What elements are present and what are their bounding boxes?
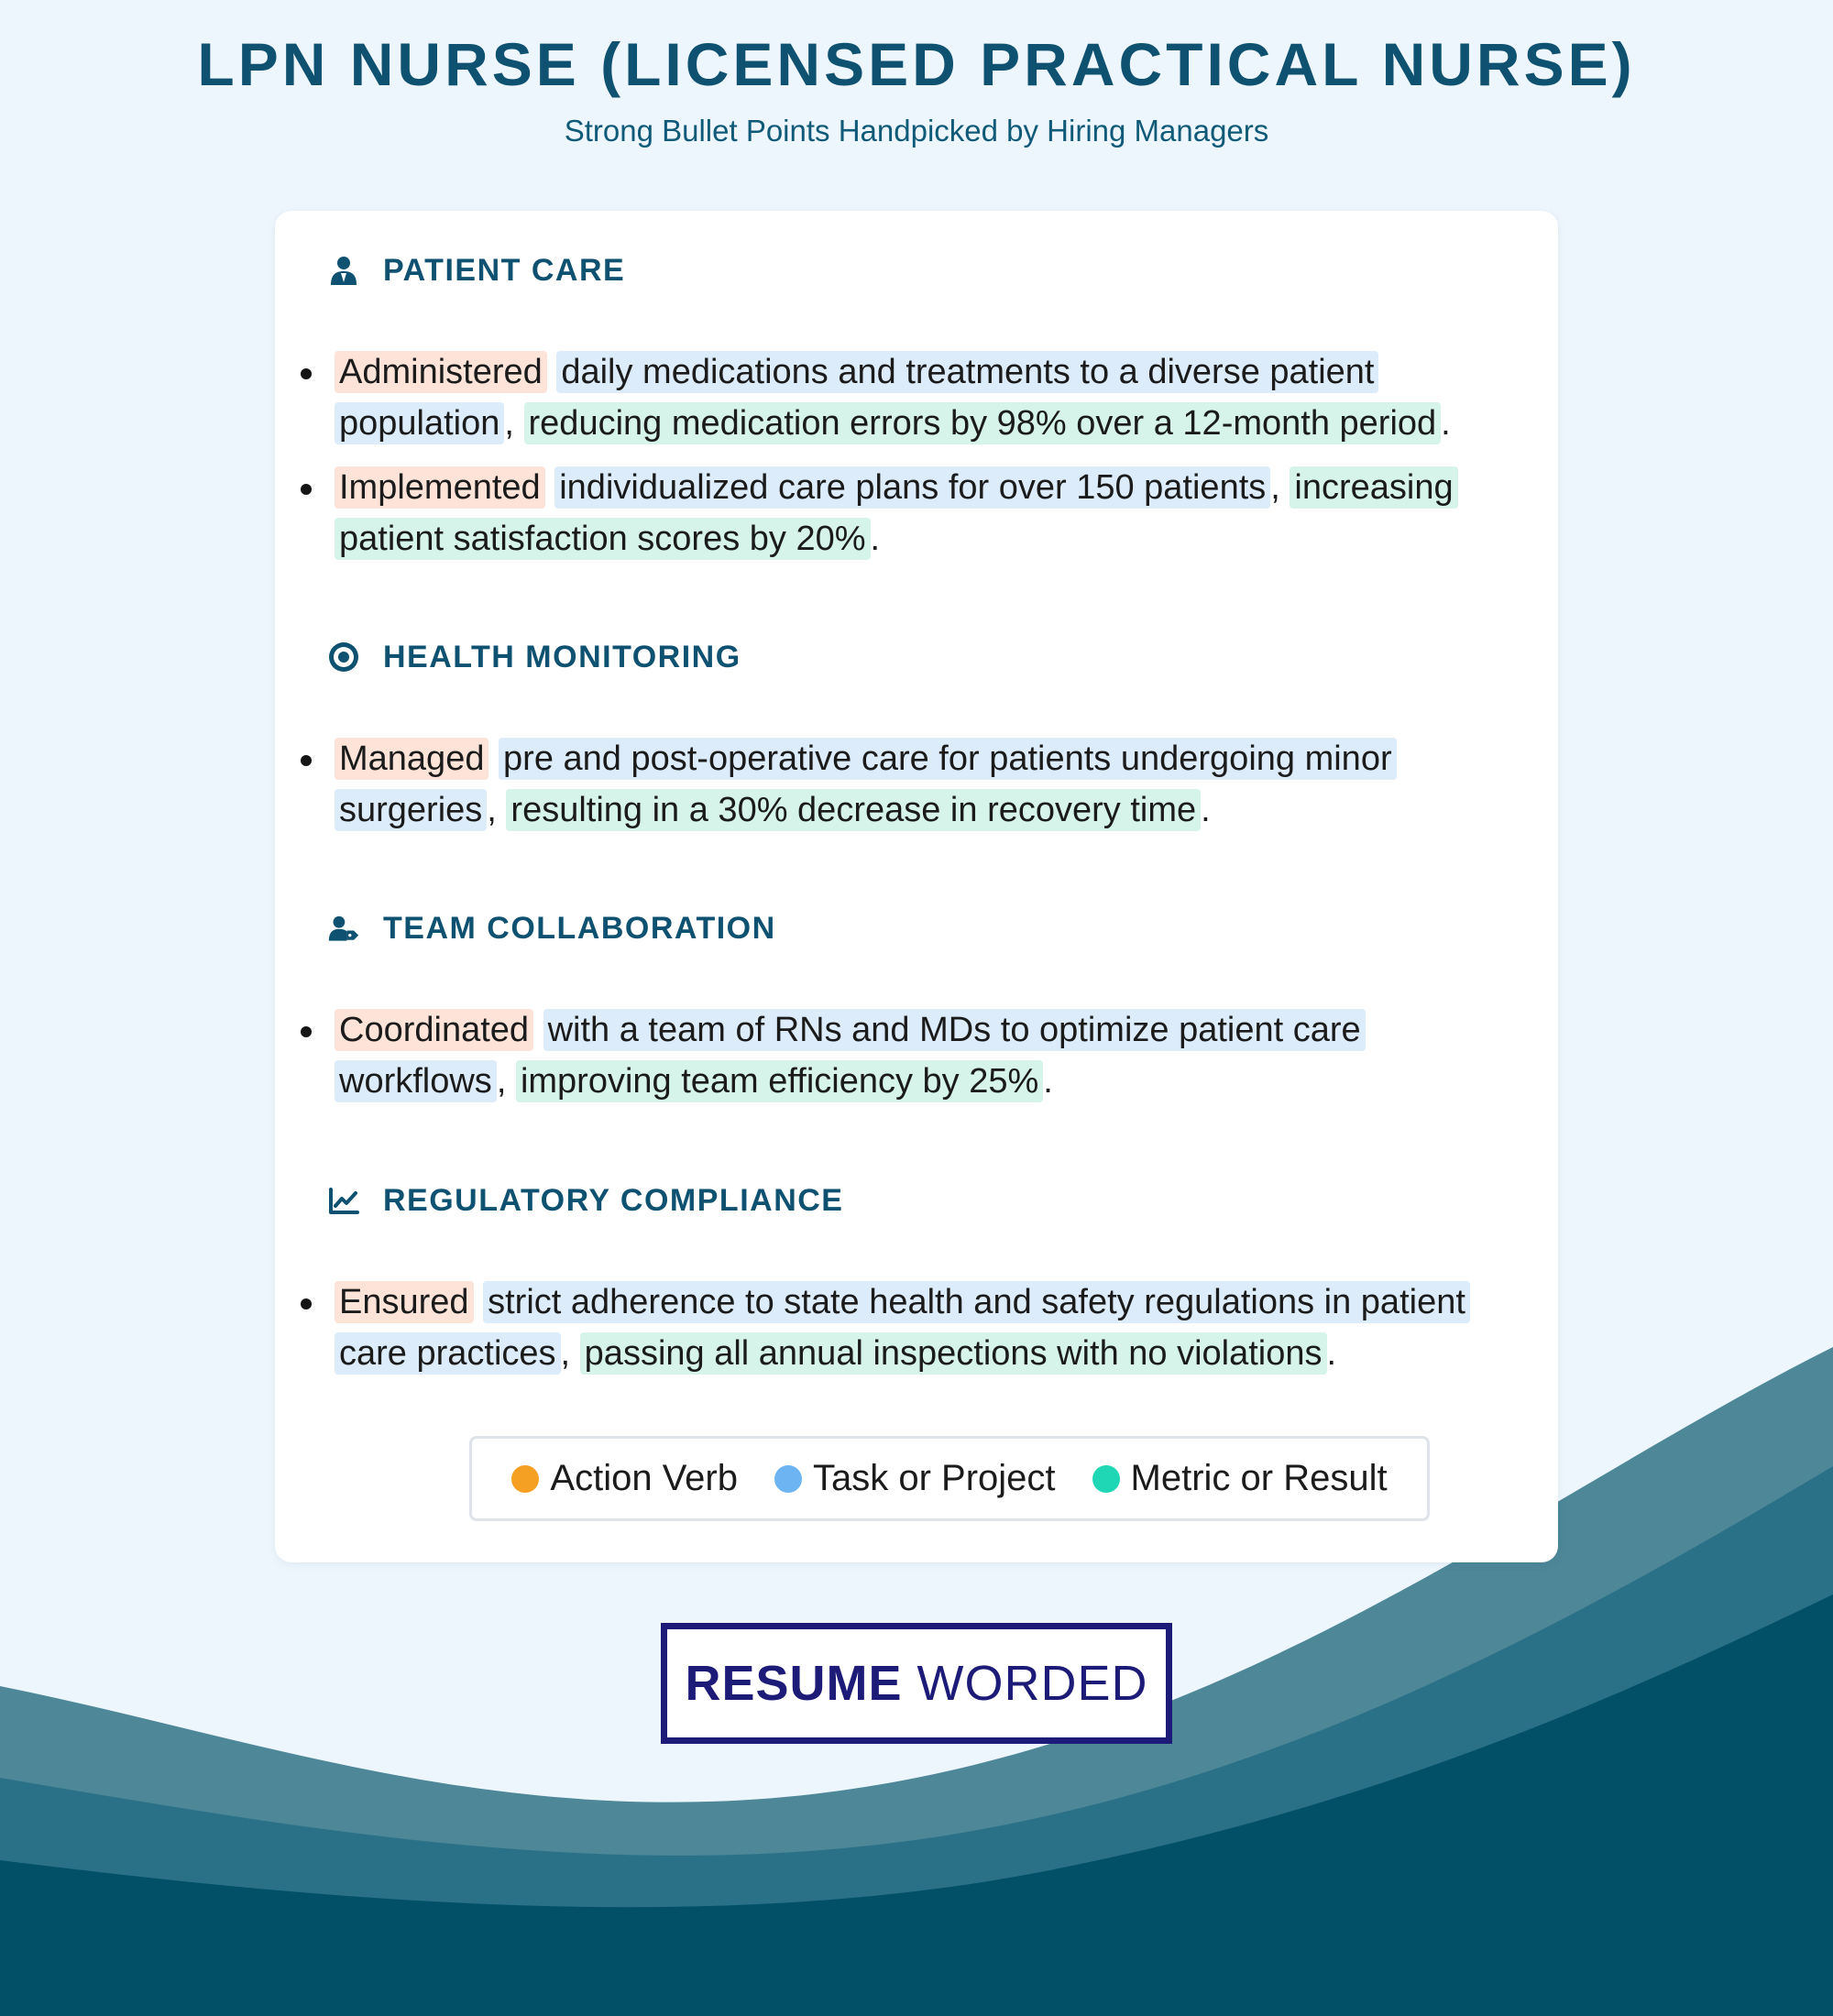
section-header [328, 905, 1520, 951]
task-text: pre and post-operative care for patients undergoing minor surgeries [335, 738, 1397, 831]
bullet-item [328, 1004, 1485, 1107]
bullet-points-card [275, 211, 1558, 1562]
section-team-collaboration [328, 905, 1520, 1120]
task-text: individualized care plans for over 150 patients [554, 466, 1270, 509]
dot-circle-icon [328, 641, 359, 673]
section-header [328, 247, 1520, 293]
separator: , [1270, 468, 1280, 507]
metric-text: reducing medication errors by 98% over a 12-month period [524, 402, 1442, 444]
legend-item-metric-or-result [1092, 1458, 1388, 1499]
bullet-item [328, 733, 1485, 836]
sentence-end: . [1043, 1062, 1053, 1101]
orange-dot-icon [511, 1465, 539, 1493]
section-title: TEAM COLLABORATION [383, 910, 776, 946]
legend-label: Action Verb [550, 1458, 738, 1498]
separator: , [487, 791, 497, 829]
legend-label: Metric or Result [1130, 1458, 1388, 1498]
bullet-list [328, 1276, 1520, 1379]
metric-text: improving team efficiency by 25% [516, 1060, 1043, 1102]
separator: , [496, 1062, 507, 1101]
line-chart-icon [328, 1185, 359, 1216]
sentence-end: . [1441, 404, 1451, 443]
highlight-legend [469, 1436, 1430, 1521]
section-header [328, 634, 1520, 680]
logo-text-bold: RESUME [685, 1656, 903, 1711]
sentence-end: . [1201, 791, 1211, 829]
sentence-end: . [870, 520, 881, 558]
action-verb: Implemented [335, 466, 545, 509]
bullet-list [328, 733, 1520, 836]
page-title: LPN NURSE (LICENSED PRACTICAL NURSE) [197, 30, 1636, 98]
metric-text: passing all annual inspections with no violations [580, 1332, 1327, 1375]
task-text: strict adherence to state health and safety regulations in patient care practices [335, 1281, 1470, 1375]
user-doctor-icon [328, 255, 359, 286]
bullet-item [328, 346, 1485, 449]
bullet-item [328, 1276, 1485, 1379]
section-health-monitoring [328, 634, 1520, 849]
legend-label: Task or Project [812, 1458, 1056, 1498]
section-title: PATIENT CARE [383, 252, 626, 288]
metric-text: increasing patient satisfaction scores by 20% [335, 466, 1458, 560]
task-text: with a team of RNs and MDs to optimize patient care workflows [335, 1009, 1366, 1102]
task-text: daily medications and treatments to a diverse patient population [335, 351, 1378, 444]
blue-dot-icon [774, 1465, 802, 1493]
action-verb: Ensured [335, 1281, 474, 1323]
section-title: HEALTH MONITORING [383, 639, 741, 674]
page-subtitle: Strong Bullet Points Handpicked by Hiring Managers [564, 114, 1269, 148]
separator: , [560, 1334, 571, 1373]
legend-item-task-or-project [774, 1458, 1056, 1499]
section-regulatory-compliance [328, 1178, 1520, 1392]
logo-text-light: WORDED [916, 1656, 1148, 1711]
section-header [328, 1178, 1520, 1223]
bullet-item [328, 462, 1485, 564]
metric-text: resulting in a 30% decrease in recovery time [506, 789, 1201, 831]
action-verb: Administered [335, 351, 547, 393]
sentence-end: . [1326, 1334, 1337, 1373]
action-verb: Coordinated [335, 1009, 533, 1051]
legend-item-action-verb [511, 1458, 738, 1499]
teal-dot-icon [1092, 1465, 1120, 1493]
section-title: REGULATORY COMPLIANCE [383, 1182, 844, 1218]
section-patient-care [328, 247, 1520, 577]
bullet-list [328, 346, 1520, 564]
separator: , [504, 404, 514, 443]
resume-worded-logo[interactable] [661, 1623, 1172, 1744]
user-tag-icon [328, 913, 359, 944]
bullet-list [328, 1004, 1520, 1107]
action-verb: Managed [335, 738, 488, 780]
